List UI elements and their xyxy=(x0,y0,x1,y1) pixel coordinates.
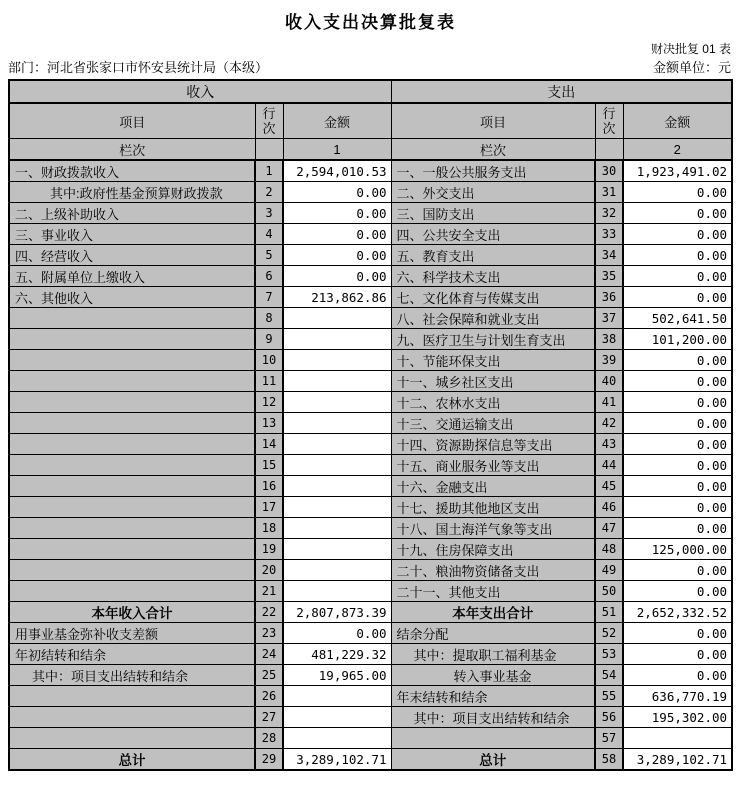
expense-column-index-blank xyxy=(595,139,623,161)
expense-item-cell: 十六、金融支出 xyxy=(391,476,595,497)
income-amount-cell xyxy=(283,308,391,329)
expense-item-cell: 五、教育支出 xyxy=(391,245,595,266)
income-rowno-cell: 10 xyxy=(255,350,283,371)
income-amount-cell xyxy=(283,455,391,476)
expense-rowno-cell: 46 xyxy=(595,497,623,518)
expense-amount-cell: 0.00 xyxy=(623,497,732,518)
amount-unit-label: 金额单位：元 xyxy=(652,60,731,75)
expense-rowno-cell: 41 xyxy=(595,392,623,413)
income-item-cell xyxy=(9,686,255,707)
income-amount-cell xyxy=(283,329,391,350)
expense-amount-cell: 0.00 xyxy=(623,665,732,686)
income-rowno-cell: 7 xyxy=(255,287,283,308)
department-label: 部门：河北省张家口市怀安县统计局（本级） xyxy=(8,60,269,75)
income-amount-cell xyxy=(283,434,391,455)
income-amount-column-header: 金额 xyxy=(283,103,391,139)
table-row-24-53 xyxy=(9,644,732,665)
table-row-3-32 xyxy=(9,203,732,224)
expense-amount-cell: 636,770.19 xyxy=(623,686,732,707)
table-row-4-33 xyxy=(9,224,732,245)
table-row-20-49 xyxy=(9,560,732,581)
income-rowno-cell: 1 xyxy=(255,160,283,182)
expense-amount-cell: 0.00 xyxy=(623,392,732,413)
income-rowno-cell: 25 xyxy=(255,665,283,686)
income-item-cell xyxy=(9,518,255,539)
table-row-28-57 xyxy=(9,728,732,749)
expense-rowno-cell: 54 xyxy=(595,665,623,686)
income-amount-cell: 2,807,873.39 xyxy=(283,602,391,623)
expense-rowno-cell: 38 xyxy=(595,329,623,350)
expense-rowno-cell: 33 xyxy=(595,224,623,245)
income-rowno-cell: 18 xyxy=(255,518,283,539)
income-item-cell: 用事业基金弥补收支差额 xyxy=(9,623,255,644)
table-row-22-51 xyxy=(9,602,732,623)
income-amount-cell: 2,594,010.53 xyxy=(283,160,391,182)
table-row-15-44 xyxy=(9,455,732,476)
income-amount-cell xyxy=(283,476,391,497)
income-amount-cell: 3,289,102.71 xyxy=(283,749,391,771)
income-amount-cell xyxy=(283,392,391,413)
income-rowno-cell: 5 xyxy=(255,245,283,266)
income-amount-cell: 0.00 xyxy=(283,623,391,644)
expense-item-cell: 二十一、其他支出 xyxy=(391,581,595,602)
table-row-6-35 xyxy=(9,266,732,287)
expense-item-cell: 十九、住房保障支出 xyxy=(391,539,595,560)
income-rowno-cell: 12 xyxy=(255,392,283,413)
table-row-14-43 xyxy=(9,434,732,455)
expense-rowno-cell: 42 xyxy=(595,413,623,434)
table-row-11-40 xyxy=(9,371,732,392)
income-amount-cell xyxy=(283,539,391,560)
expense-rowno-cell: 58 xyxy=(595,749,623,771)
table-row-19-48 xyxy=(9,539,732,560)
income-amount-cell xyxy=(283,560,391,581)
income-amount-cell xyxy=(283,350,391,371)
income-amount-cell xyxy=(283,728,391,749)
expense-item-cell: 一、一般公共服务支出 xyxy=(391,160,595,182)
income-rowno-cell: 21 xyxy=(255,581,283,602)
income-section-header: 收入 xyxy=(9,80,391,103)
expense-item-cell: 年末结转和结余 xyxy=(391,686,595,707)
income-column-index-blank xyxy=(255,139,283,161)
table-row-13-42 xyxy=(9,413,732,434)
expense-rowno-cell: 48 xyxy=(595,539,623,560)
income-item-cell: 其中:政府性基金预算财政拨款 xyxy=(9,182,255,203)
expense-item-cell: 六、科学技术支出 xyxy=(391,266,595,287)
income-amount-cell xyxy=(283,518,391,539)
expense-rowno-column-header: 行次 xyxy=(595,103,623,139)
expense-item-cell: 九、医疗卫生与计划生育支出 xyxy=(391,329,595,350)
expense-amount-cell: 0.00 xyxy=(623,518,732,539)
expense-rowno-cell: 34 xyxy=(595,245,623,266)
table-row-9-38 xyxy=(9,329,732,350)
income-item-cell xyxy=(9,413,255,434)
income-amount-cell: 0.00 xyxy=(283,182,391,203)
expense-amount-cell: 195,302.00 xyxy=(623,707,732,728)
income-rowno-cell: 3 xyxy=(255,203,283,224)
expense-item-cell: 八、社会保障和就业支出 xyxy=(391,308,595,329)
income-item-cell xyxy=(9,707,255,728)
table-row-17-46 xyxy=(9,497,732,518)
expense-section-header: 支出 xyxy=(391,80,732,103)
expense-item-cell: 十、节能环保支出 xyxy=(391,350,595,371)
expense-item-cell: 转入事业基金 xyxy=(391,665,595,686)
expense-amount-cell: 2,652,332.52 xyxy=(623,602,732,623)
income-item-cell xyxy=(9,329,255,350)
income-rowno-cell: 16 xyxy=(255,476,283,497)
expense-rowno-cell: 53 xyxy=(595,644,623,665)
income-item-cell xyxy=(9,476,255,497)
table-row-16-45 xyxy=(9,476,732,497)
income-rowno-cell: 26 xyxy=(255,686,283,707)
income-rowno-cell: 4 xyxy=(255,224,283,245)
expense-rowno-cell: 39 xyxy=(595,350,623,371)
income-rowno-cell: 20 xyxy=(255,560,283,581)
expense-amount-cell: 0.00 xyxy=(623,266,732,287)
expense-amount-cell: 0.00 xyxy=(623,644,732,665)
expense-item-cell xyxy=(391,728,595,749)
expense-amount-cell: 502,641.50 xyxy=(623,308,732,329)
expense-rowno-cell: 50 xyxy=(595,581,623,602)
income-amount-cell: 481,229.32 xyxy=(283,644,391,665)
expense-amount-cell: 0.00 xyxy=(623,455,732,476)
income-item-cell xyxy=(9,434,255,455)
expense-rowno-cell: 47 xyxy=(595,518,623,539)
expense-item-cell: 结余分配 xyxy=(391,623,595,644)
expense-item-cell: 四、公共安全支出 xyxy=(391,224,595,245)
income-rowno-cell: 6 xyxy=(255,266,283,287)
table-row-23-52 xyxy=(9,623,732,644)
expense-item-cell: 二、外交支出 xyxy=(391,182,595,203)
income-rowno-cell: 22 xyxy=(255,602,283,623)
expense-item-cell: 三、国防支出 xyxy=(391,203,595,224)
expense-amount-cell: 1,923,491.02 xyxy=(623,160,732,182)
income-amount-cell xyxy=(283,413,391,434)
income-column-index-label: 栏次 xyxy=(9,139,255,161)
expense-amount-cell: 0.00 xyxy=(623,623,732,644)
income-item-cell xyxy=(9,728,255,749)
expense-amount-cell: 0.00 xyxy=(623,224,732,245)
expense-item-cell: 十一、城乡社区支出 xyxy=(391,371,595,392)
expense-amount-cell: 0.00 xyxy=(623,182,732,203)
column-header-row xyxy=(9,103,732,139)
expense-rowno-cell: 35 xyxy=(595,266,623,287)
table-row-18-47 xyxy=(9,518,732,539)
table-row-29-58 xyxy=(9,749,732,771)
income-rowno-cell: 2 xyxy=(255,182,283,203)
expense-amount-cell: 0.00 xyxy=(623,287,732,308)
expense-amount-cell: 0.00 xyxy=(623,560,732,581)
section-header-row xyxy=(9,80,732,103)
income-rowno-cell: 19 xyxy=(255,539,283,560)
income-item-cell: 本年收入合计 xyxy=(9,602,255,623)
income-item-cell xyxy=(9,581,255,602)
income-item-cell xyxy=(9,350,255,371)
expense-item-column-header: 项目 xyxy=(391,103,595,139)
income-rowno-cell: 13 xyxy=(255,413,283,434)
expense-rowno-cell: 32 xyxy=(595,203,623,224)
table-row-25-54 xyxy=(9,665,732,686)
table-row-21-50 xyxy=(9,581,732,602)
income-item-cell xyxy=(9,497,255,518)
expense-rowno-cell: 56 xyxy=(595,707,623,728)
expense-amount-cell: 0.00 xyxy=(623,434,732,455)
expense-amount-cell: 0.00 xyxy=(623,371,732,392)
income-item-cell: 二、上级补助收入 xyxy=(9,203,255,224)
income-item-cell: 一、财政拨款收入 xyxy=(9,160,255,182)
expense-rowno-cell: 40 xyxy=(595,371,623,392)
expense-rowno-cell: 45 xyxy=(595,476,623,497)
income-amount-cell xyxy=(283,497,391,518)
table-row-8-37 xyxy=(9,308,732,329)
expense-item-cell: 其中：项目支出结转和结余 xyxy=(391,707,595,728)
income-item-cell xyxy=(9,392,255,413)
income-item-cell: 五、附属单位上缴收入 xyxy=(9,266,255,287)
expense-item-cell: 十五、商业服务业等支出 xyxy=(391,455,595,476)
expense-item-cell: 本年支出合计 xyxy=(391,602,595,623)
income-rowno-cell: 29 xyxy=(255,749,283,771)
expense-item-cell: 七、文化体育与传媒支出 xyxy=(391,287,595,308)
income-rowno-cell: 17 xyxy=(255,497,283,518)
table-row-27-56 xyxy=(9,707,732,728)
expense-item-cell: 十三、交通运输支出 xyxy=(391,413,595,434)
income-amount-cell xyxy=(283,686,391,707)
expense-amount-cell: 0.00 xyxy=(623,413,732,434)
table-row-10-39 xyxy=(9,350,732,371)
income-amount-cell: 0.00 xyxy=(283,203,391,224)
income-rowno-cell: 8 xyxy=(255,308,283,329)
expense-rowno-cell: 57 xyxy=(595,728,623,749)
expense-amount-cell: 125,000.00 xyxy=(623,539,732,560)
income-amount-cell: 0.00 xyxy=(283,245,391,266)
budget-table xyxy=(8,79,733,771)
income-item-cell: 六、其他收入 xyxy=(9,287,255,308)
income-item-cell: 四、经营收入 xyxy=(9,245,255,266)
expense-rowno-cell: 55 xyxy=(595,686,623,707)
expense-amount-cell: 0.00 xyxy=(623,203,732,224)
income-amount-cell: 213,862.86 xyxy=(283,287,391,308)
income-item-cell: 总计 xyxy=(9,749,255,771)
expense-amount-cell: 3,289,102.71 xyxy=(623,749,732,771)
expense-item-cell: 十七、援助其他地区支出 xyxy=(391,497,595,518)
income-column-index-number: 1 xyxy=(283,139,391,161)
income-rowno-cell: 28 xyxy=(255,728,283,749)
expense-rowno-cell: 43 xyxy=(595,434,623,455)
income-rowno-cell: 27 xyxy=(255,707,283,728)
income-rowno-cell: 15 xyxy=(255,455,283,476)
table-row-5-34 xyxy=(9,245,732,266)
expense-amount-cell xyxy=(623,728,732,749)
expense-amount-cell: 0.00 xyxy=(623,350,732,371)
expense-rowno-cell: 30 xyxy=(595,160,623,182)
income-rowno-cell: 9 xyxy=(255,329,283,350)
expense-rowno-cell: 36 xyxy=(595,287,623,308)
income-item-cell: 三、事业收入 xyxy=(9,224,255,245)
table-row-26-55 xyxy=(9,686,732,707)
income-amount-cell: 0.00 xyxy=(283,224,391,245)
expense-rowno-cell: 37 xyxy=(595,308,623,329)
income-rowno-cell: 14 xyxy=(255,434,283,455)
income-item-cell: 其中：项目支出结转和结余 xyxy=(9,665,255,686)
income-rowno-cell: 23 xyxy=(255,623,283,644)
expense-amount-cell: 0.00 xyxy=(623,581,732,602)
expense-rowno-cell: 44 xyxy=(595,455,623,476)
expense-amount-cell: 0.00 xyxy=(623,245,732,266)
expense-item-cell: 十八、国土海洋气象等支出 xyxy=(391,518,595,539)
expense-column-index-number: 2 xyxy=(623,139,732,161)
income-amount-cell: 19,965.00 xyxy=(283,665,391,686)
expense-amount-cell: 0.00 xyxy=(623,476,732,497)
expense-rowno-cell: 31 xyxy=(595,182,623,203)
expense-item-cell: 二十、粮油物资储备支出 xyxy=(391,560,595,581)
table-row-1-30 xyxy=(9,160,732,182)
expense-item-cell: 其中：提取职工福利基金 xyxy=(391,644,595,665)
form-number: 财决批复 01 表 xyxy=(650,42,731,56)
expense-amount-column-header: 金额 xyxy=(623,103,732,139)
expense-rowno-cell: 52 xyxy=(595,623,623,644)
income-rowno-cell: 24 xyxy=(255,644,283,665)
income-item-cell xyxy=(9,539,255,560)
expense-rowno-cell: 51 xyxy=(595,602,623,623)
income-item-cell: 年初结转和结余 xyxy=(9,644,255,665)
expense-amount-cell: 101,200.00 xyxy=(623,329,732,350)
expense-rowno-cell: 49 xyxy=(595,560,623,581)
income-amount-cell: 0.00 xyxy=(283,266,391,287)
income-item-column-header: 项目 xyxy=(9,103,255,139)
income-rowno-cell: 11 xyxy=(255,371,283,392)
income-item-cell xyxy=(9,455,255,476)
income-item-cell xyxy=(9,308,255,329)
income-amount-cell xyxy=(283,707,391,728)
table-row-12-41 xyxy=(9,392,732,413)
expense-item-cell: 总计 xyxy=(391,749,595,771)
income-amount-cell xyxy=(283,371,391,392)
income-item-cell xyxy=(9,560,255,581)
table-row-2-31 xyxy=(9,182,732,203)
income-amount-cell xyxy=(283,581,391,602)
expense-column-index-label: 栏次 xyxy=(391,139,595,161)
column-index-row xyxy=(9,139,732,161)
income-item-cell xyxy=(9,371,255,392)
expense-item-cell: 十四、资源勘探信息等支出 xyxy=(391,434,595,455)
income-rowno-column-header: 行次 xyxy=(255,103,283,139)
expense-item-cell: 十二、农林水支出 xyxy=(391,392,595,413)
table-row-7-36 xyxy=(9,287,732,308)
page-title: 收入支出决算批复表 xyxy=(285,13,456,32)
